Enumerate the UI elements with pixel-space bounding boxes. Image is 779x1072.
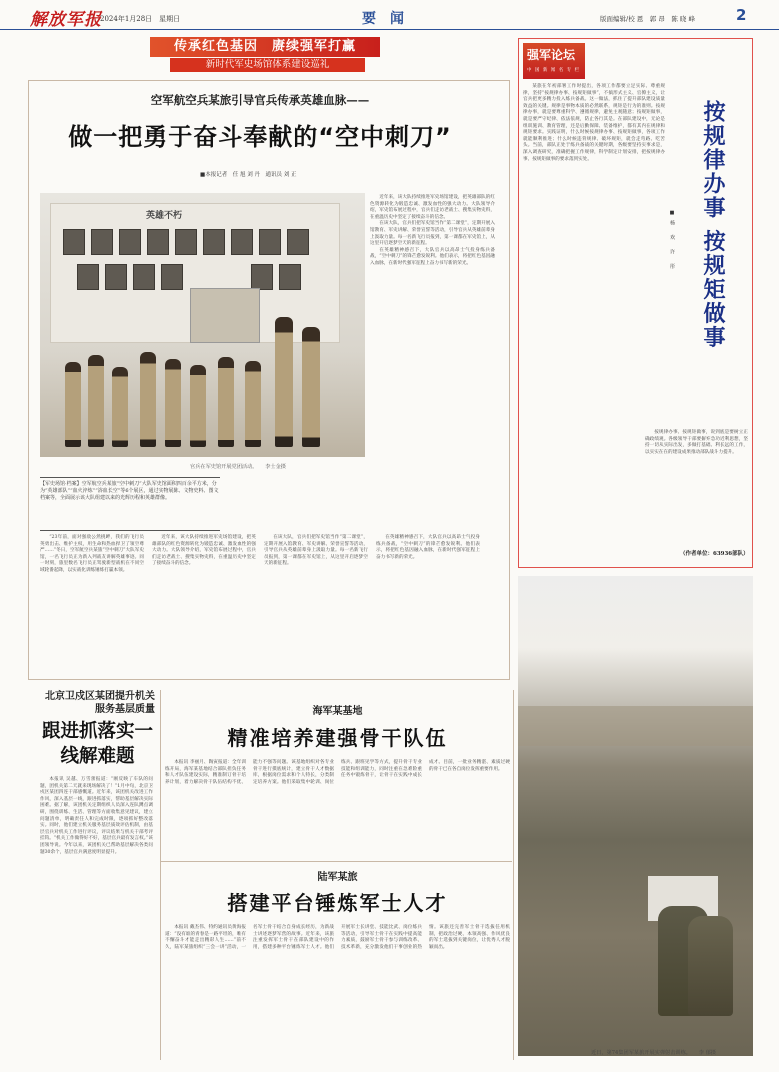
portrait [203, 229, 225, 255]
shooting-photo-caption: 近日，第74集团军某旅开展实弹射击训练。 李 郁摄 [591, 1050, 716, 1056]
page-editors: 版面编辑/校 恩 郭 昂 陈 晓 峰 [600, 15, 695, 23]
title-line-2: 按规矩做事 [700, 229, 725, 350]
top-story-byline: ■本报记者 任 旭 刘 丹 通讯员 刘 正 [200, 172, 297, 178]
commentary-body-right [645, 430, 748, 550]
story2-body [40, 777, 153, 1057]
story4-kicker: 陆军某旅 [317, 872, 358, 883]
column-name: 强军论坛 [527, 48, 576, 62]
column-divider [513, 690, 514, 1060]
story4-body [165, 925, 510, 1057]
paragraph: 本报讯 李丽月、陶寅报道：全年训练开局，海军某基地结合部队担负任务和人才队伍建设实际，精准制订骨干培养计划，着力解决骨干队伍结构不优、能力不强等问题。该基地组织对各专业骨干进行摸底统计，建立骨干人才数据库，根据岗位需求和个人特长，分类制定培养方案。他们采取集中轮训、岗位练兵、跟班见学等方式，提升骨干专业技能和组训能力，同时注重在急难险重任务中锻炼骨干，让骨干在实践中成长成才。目前，一批业务精湛、素质过硬的骨干已在各自岗位发挥重要作用。 [165, 760, 510, 785]
paragraph: “23年前，面对强敌公然挑衅，我们的飞行员英勇出击、维护主权，用生命和热血捍卫了领空尊严……”冬日，空军航空兵某旅“空中刺刀”大队军史馆，一名飞行员正为新入列战友讲解英雄事迹。同一时刻，旅里数名飞行员正驾驶新型战机在不同空域轮番起降，以实战化训练锤炼打赢本领。 [40, 535, 144, 573]
soldier-figure [190, 365, 206, 447]
section-title: 要 闻 [362, 11, 404, 27]
soldier-figure [140, 352, 156, 447]
soldier-figure [65, 362, 81, 447]
story3-kicker: 海军某基地 [312, 706, 363, 717]
page-number: 2 [736, 6, 747, 24]
portrait [231, 229, 253, 255]
paragraph: 某旅在年初部署工作时提出，各项工作都要立足实际、尊重规律，坚持“按规律办事、按规矩做事”，不搞形式主义、官僚主义，让官兵把更多精力投入练兵备战。这一做法，抓住了提升部队建设质量效益的关键。规律是事物本质的必然联系，规矩是行为的准则。按规律办事，就是要尊重科学、遵循规律，避免主观随意；按规矩做事，就是要严守纪律、依法依规，防止各行其是。在部队建设中，无论是组训施训、教育管理，还是后勤保障、装备维护，都有其内在规律和规矩要求。实践证明，什么时候按规律办事、按规矩做事，各项工作就能顺利推进；什么时候违背规律、破坏规矩，就会走弯路、吃苦头。当前，部队正处于练兵备战的关键时期，各级要坚持实事求是，深入调查研究，准确把握工作规律，科学制定计划安排，把按规律办事、按规矩做事的要求落到实处。 [523, 84, 665, 162]
top-story-kicker: 空军航空兵某旅引导官兵传承英雄血脉—— [150, 93, 370, 107]
story3-headline: 精准培养建强骨干队伍 [227, 726, 448, 750]
top-story-body-right [370, 195, 495, 268]
newspaper-logo: 解放军报 [30, 10, 102, 30]
portrait [161, 264, 183, 290]
photo-wall-text: 英雄不朽 [146, 211, 183, 221]
top-story-headline: 做一把勇于奋斗奉献的“空中刺刀” [68, 123, 452, 151]
soldier-figure [275, 317, 293, 447]
author-unit: （作者单位：63936部队） [680, 551, 749, 557]
soldier-figure [165, 359, 181, 447]
paragraph: 本报讯 戴杰伟、特约通讯员黄海报道：“没有谁的青春是一路平坦的，唯有不懈奋斗才能走出精彩人生……”前不久，陆军某旅组织“三会一讲”活动，一名军士骨干结合自身成长经历，为新战士讲述逐梦军营的故事。近年来，该旅注重发挥军士骨干在部队建设中的作用，搭建多种平台锤炼军士人才。他们开展军士长讲堂、技能比武、岗位练兵等活动，引导军士骨干在实践中提高能力素质，鼓励军士骨干参与训练改革、技术革新，充分激发他们干事创业的热情。该旅还完善军士骨干选拔任用机制，把政治过硬、本领高强、作风优良的军士选拔到关键岗位，让优秀人才脱颖而出。 [165, 925, 510, 950]
story-divider [160, 861, 512, 862]
portrait [91, 229, 113, 255]
portrait [287, 229, 309, 255]
story2-headline: 跟进抓落实一线解难题 [41, 721, 153, 767]
paragraph: 在英雄精神感召下，大队官兵以高昂士气投身练兵备战，“空中刺刀”的锋芒愈发锐利。他们表示，将把红色基因融入血脉，在新时代强军征程上奋力书写新的荣光。 [376, 535, 480, 560]
portrait [119, 229, 141, 255]
portrait [105, 264, 127, 290]
portrait [133, 264, 155, 290]
archive-intro-box: 【军史场馆·档案】空军航空兵某旅“空中刺刀”大队军史馆面积四百余平方米，分为“英雄部队”“血火淬炼”“浴血长空”等6个展区，通过实物展陈、文物史料、图文档案等，全面展示该大队组建以来的光辉历程和英雄群像。 [40, 477, 220, 531]
portrait [147, 229, 169, 255]
portrait [259, 229, 281, 255]
issue-date: 2024年1月28日 星期日 [100, 15, 181, 23]
paragraph: 近年来，该大队持续推进军史场馆建设，把英雄部队的红色资源转化为锻造忠诚、激发血性的强大动力。大队领导介绍，军史馆布展过程中，官兵们走访老战士、搜集实物史料，在重温历史中坚定了接续奋斗的信念。 [370, 195, 495, 220]
museum-photo-caption: 官兵在军史馆开展党团活动。 李士金摄 [190, 464, 286, 470]
mountain-ridge [518, 706, 753, 746]
display-board [190, 288, 260, 343]
shooting-training-photo [518, 576, 753, 1056]
column-logo [523, 43, 585, 79]
column-divider [160, 690, 161, 1060]
soldier-figure [112, 367, 128, 447]
soldier-figure [245, 361, 261, 447]
commentary-body [523, 84, 665, 554]
story4-headline: 搭建平台锤炼军士人才 [227, 891, 448, 915]
story3-body [165, 760, 510, 855]
portrait [279, 264, 301, 290]
paragraph: 近年来，该大队持续推进军史场馆建设，把英雄部队的红色资源转化为锻造忠诚、激发血性的强大动力。大队领导介绍，军史馆布展过程中，官兵们走访老战士、搜集实物史料，在重温历史中坚定了接续奋斗的信念。 [152, 535, 256, 567]
commentary-title [678, 100, 726, 350]
soldier-figure [218, 357, 234, 447]
soldier-figure [88, 355, 104, 447]
title-line-1: 按规律办事 [700, 100, 725, 220]
museum-photo [40, 193, 365, 457]
portrait [175, 229, 197, 255]
soldier-figure [302, 327, 320, 447]
commentary-byline: ■杨 欢 许 彤 [669, 210, 675, 273]
banner-line-1: 传承红色基因 赓续强军打赢 [150, 37, 380, 57]
top-story-body [40, 535, 480, 675]
paragraph: 本报讯 吴越、万雪蕾报道：“刚反映了车队的问题，团机关第二天就来现场解决了！”1月中旬，北京卫戍区某团四连干部感慨道。近年来，该团机关改进工作作风，深入基层一线，跟进抓落实，帮助基层解决实际困难。据了解，该团机关定期组织人员深入连队蹲点调研，围绕训练、生活、管理等方面收集意见建议，建立问题清单，明确责任人和完成时限，逐项抓好整改落实。同时，他们建立机关服务基层质效评估机制，由基层官兵对机关工作进行评议，评议结果与机关干部考评挂钩。“机关工作做得好不好，基层官兵最有发言权。”该团领导说。今年以来，该团机关已帮助基层解决各类问题30余个，基层官兵满意度明显提升。 [40, 777, 153, 855]
paragraph: 在英雄精神感召下，大队官兵以高昂士气投身练兵备战，“空中刺刀”的锋芒愈发锐利。他们表示，将把红色基因融入血脉，在新时代强军征程上奋力书写新的荣光。 [370, 247, 495, 266]
banner-line-2: 新时代军史场馆体系建设巡礼 [170, 58, 365, 72]
portrait [63, 229, 85, 255]
paragraph: 在该大队，官兵们把军史馆当作“第二课堂”，定期开展入馆教育、军史讲解、荣誉宣誓等活动，引导官兵从英雄前辈身上汲取力量。每一名新飞行员报到，第一课都在军史馆上，从这里开启逐梦空天的新征程。 [264, 535, 368, 567]
column-subtitle: 中 国 新 闻 名 专 栏 [527, 68, 581, 73]
soldier-figure [688, 916, 733, 1016]
paragraph: 按规律办事、按规矩做事，说到底是要树立正确政绩观。各级领导干部要摒弃急功近利思想，坚持一切从实际出发，多做打基础、利长远的工作，以实实在在的建设成果推动部队战斗力提升。 [645, 430, 748, 455]
portrait [251, 264, 273, 290]
story2-kicker: 北京卫戍区某团提升机关服务基层质量 [45, 691, 155, 715]
paragraph: 在该大队，官兵们把军史馆当作“第二课堂”，定期开展入馆教育、军史讲解、荣誉宣誓等活动，引导官兵从英雄前辈身上汲取力量。每一名新飞行员报到，第一课都在军史馆上，从这里开启逐梦空天的新征程。 [370, 221, 495, 247]
portrait [77, 264, 99, 290]
series-banner [150, 37, 380, 73]
